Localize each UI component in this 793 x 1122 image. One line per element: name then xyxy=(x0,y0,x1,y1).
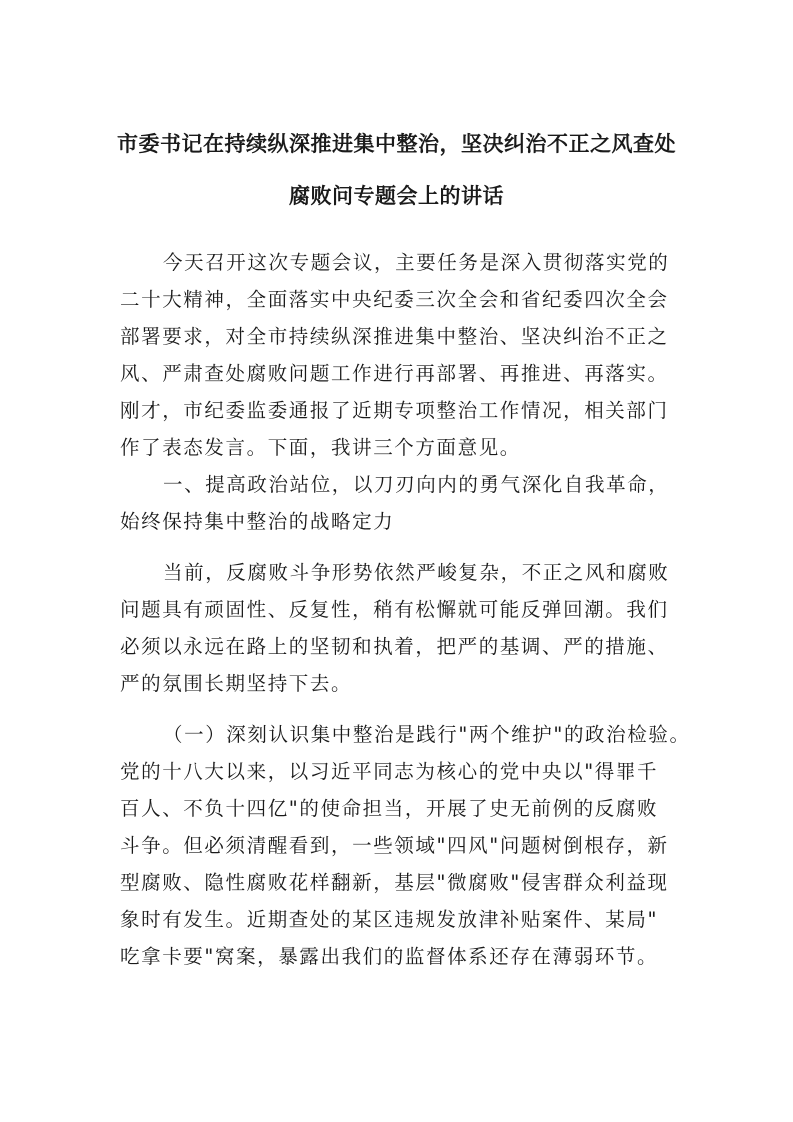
paragraph-3-line-4: 严的氛围长期坚持下去。 xyxy=(120,672,353,695)
paragraph-1-line-5: 刚才，市纪委监委通报了近期专项整治工作情况，相关部门 xyxy=(120,399,669,422)
document-title-line-1: 市委书记在持续纵深推进集中整治，坚决纠治不正之风查处 xyxy=(117,132,676,156)
paragraph-3-line-3: 必须以永远在路上的坚韧和执着，把严的基调、严的措施、 xyxy=(120,635,669,658)
paragraph-1-line-2: 二十大精神，全面落实中央纪委三次全会和省纪委四次全会 xyxy=(120,288,669,311)
paragraph-4-line-4: 斗争。但必须清醒看到，一些领域"四风"问题树倒根存，新 xyxy=(120,834,669,857)
paragraph-4-line-1: （一）深刻认识集中整治是践行"两个维护"的政治检验。 xyxy=(163,723,691,746)
paragraph-3-line-2: 问题具有顽固性、反复性，稍有松懈就可能反弹回潮。我们 xyxy=(120,598,669,621)
paragraph-4-line-6: 象时有发生。近期查处的某区违规发放津补贴案件、某局" xyxy=(120,908,659,931)
paragraph-4-line-5: 型腐败、隐性腐败花样翻新，基层"微腐败"侵害群众利益现 xyxy=(120,871,669,894)
paragraph-4-line-3: 百人、不负十四亿"的使命担当，开展了史无前例的反腐败 xyxy=(120,797,659,820)
section-heading-1-line-2: 始终保持集中整治的战略定力 xyxy=(120,510,395,533)
section-heading-1-line-1: 一、提高政治站位，以刀刃向内的勇气深化自我革命， xyxy=(163,473,670,496)
paragraph-1-line-1: 今天召开这次专题会议，主要任务是深入贯彻落实党的 xyxy=(163,251,670,274)
document-title-line-2: 腐败问专题会上的讲话 xyxy=(289,184,504,208)
paragraph-1-line-6: 作了表态发言。下面，我讲三个方面意见。 xyxy=(120,436,521,459)
paragraph-1-line-3: 部署要求，对全市持续纵深推进集中整治、坚决纠治不正之 xyxy=(120,325,669,348)
paragraph-3-line-1: 当前，反腐败斗争形势依然严峻复杂，不正之风和腐败 xyxy=(163,561,670,584)
paragraph-1-line-4: 风、严肃查处腐败问题工作进行再部署、再推进、再落实。 xyxy=(120,362,669,385)
paragraph-4-line-7: 吃拿卡要"窝案，暴露出我们的监督体系还存在薄弱环节。 xyxy=(120,945,659,968)
paragraph-4-line-2: 党的十八大以来，以习近平同志为核心的党中央以"得罪千 xyxy=(120,760,659,783)
